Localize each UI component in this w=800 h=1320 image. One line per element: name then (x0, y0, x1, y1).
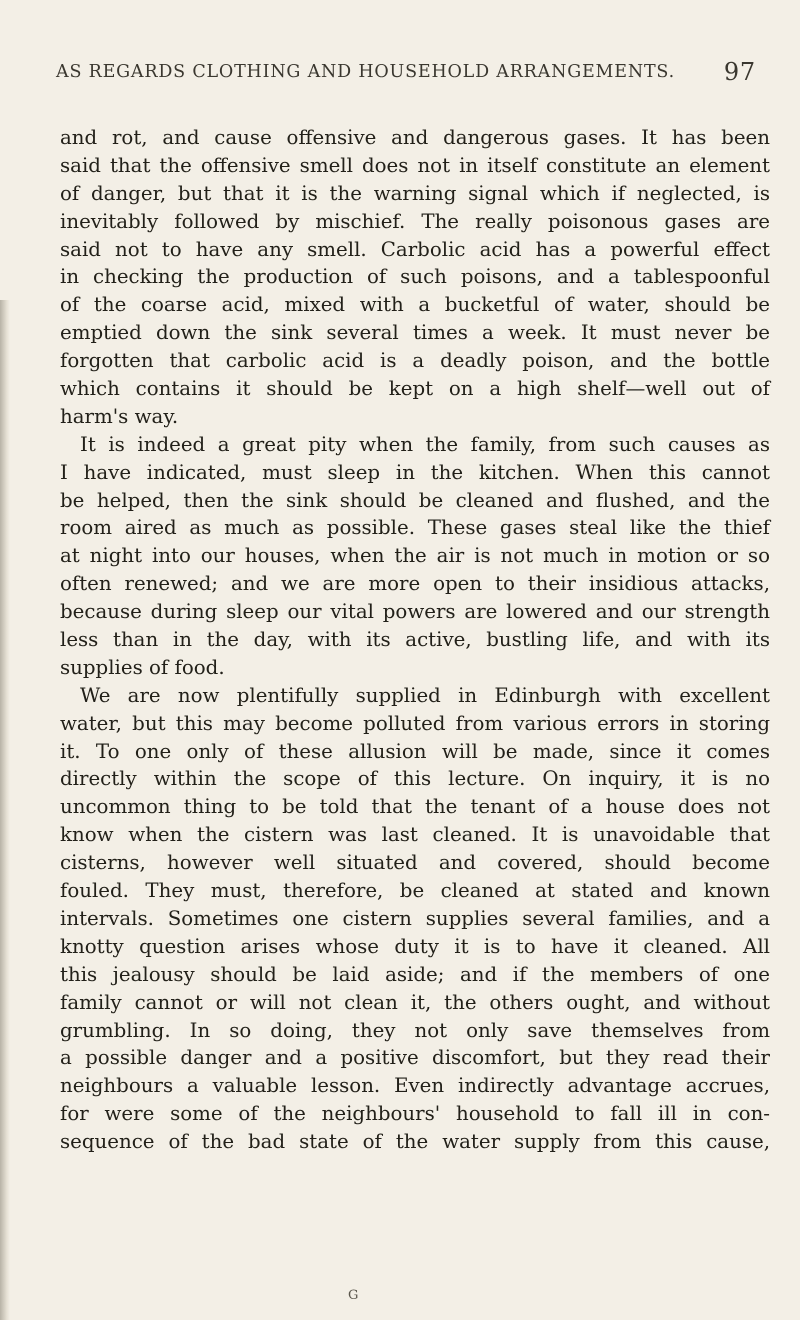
text-line: intervals. Sometimes one cistern supplies several families, and a (60, 906, 770, 930)
text-line: said that the offensive smell does not in itself constitute an element (60, 153, 770, 177)
running-head-title: AS REGARDS CLOTHING AND HOUSEHOLD ARRANGEMENTS. (56, 62, 675, 82)
text-line: grumbling. In so doing, they not only save themselves from (60, 1018, 770, 1042)
text-line: cisterns, however well situated and covered, should become (60, 851, 770, 875)
text-line: harm's way. (60, 404, 179, 428)
text-line: inevitably followed by mischief. The really poisonous gases are (60, 209, 770, 233)
text-line: water, but this may become polluted from various errors in storing (60, 711, 770, 735)
text-line: room aired as much as possible. These gases steal like the thief (60, 516, 770, 540)
text-line: family cannot or will not clean it, the others ought, and without (60, 990, 770, 1014)
text-line: forgotten that carbolic acid is a deadly poison, and the bottle (60, 349, 770, 373)
body-text (60, 124, 770, 1156)
text-line: it. To one only of these allusion will be made, since it comes (60, 739, 770, 763)
text-line: less than in the day, with its active, bustling life, and with its (60, 628, 770, 652)
binding-shadow (0, 300, 10, 1320)
text-line: We are now plentifully supplied in Edinburgh with excellent (80, 683, 770, 707)
text-line: I have indicated, must sleep in the kitchen. When this cannot (60, 460, 770, 484)
text-line: of the coarse acid, mixed with a bucketful of water, should be (60, 293, 770, 317)
page-number: 97 (723, 58, 756, 86)
text-line: of danger, but that it is the warning signal which if neglected, is (60, 181, 770, 205)
text-line: supplies of food. (60, 655, 225, 679)
text-line: emptied down the sink several times a week. It must never be (60, 321, 770, 345)
text-line: directly within the scope of this lecture. On inquiry, it is no (60, 767, 770, 791)
text-line: fouled. They must, therefore, be cleaned at stated and known (60, 879, 770, 903)
text-line: and rot, and cause offensive and dangerous gases. It has been (60, 126, 770, 149)
text-line: neighbours a valuable lesson. Even indirectly advantage accrues, (60, 1074, 770, 1098)
text-line: for were some of the neighbours' household to fall ill in con- (60, 1102, 770, 1126)
text-line: often renewed; and we are more open to their insidious attacks, (60, 572, 770, 596)
text-line: said not to have any smell. Carbolic acid has a powerful effect (60, 237, 770, 261)
text-line: be helped, then the sink should be cleaned and flushed, and the (60, 488, 770, 512)
text-line: which contains it should be kept on a high shelf—well out of (60, 377, 770, 401)
text-line: this jealousy should be laid aside; and if the members of one (60, 962, 770, 986)
text-line: know when the cistern was last cleaned. It is unavoidable that (60, 823, 770, 847)
text-line: a possible danger and a positive discomfort, but they read their (60, 1046, 770, 1070)
text-line: in checking the production of such poisons, and a tablespoonful (60, 265, 770, 289)
text-line: sequence of the bad state of the water supply from this cause, (60, 1130, 770, 1154)
text-line: knotty question arises whose duty it is to have it cleaned. All (60, 934, 770, 958)
text-line: because during sleep our vital powers are lowered and our strength (60, 600, 770, 624)
text-line: at night into our houses, when the air is not much in motion or so (60, 544, 770, 568)
text-line: uncommon thing to be told that the tenant of a house does not (60, 795, 770, 819)
text-line: It is indeed a great pity when the family, from such causes as (80, 432, 770, 456)
signature-mark: G (348, 1288, 359, 1303)
